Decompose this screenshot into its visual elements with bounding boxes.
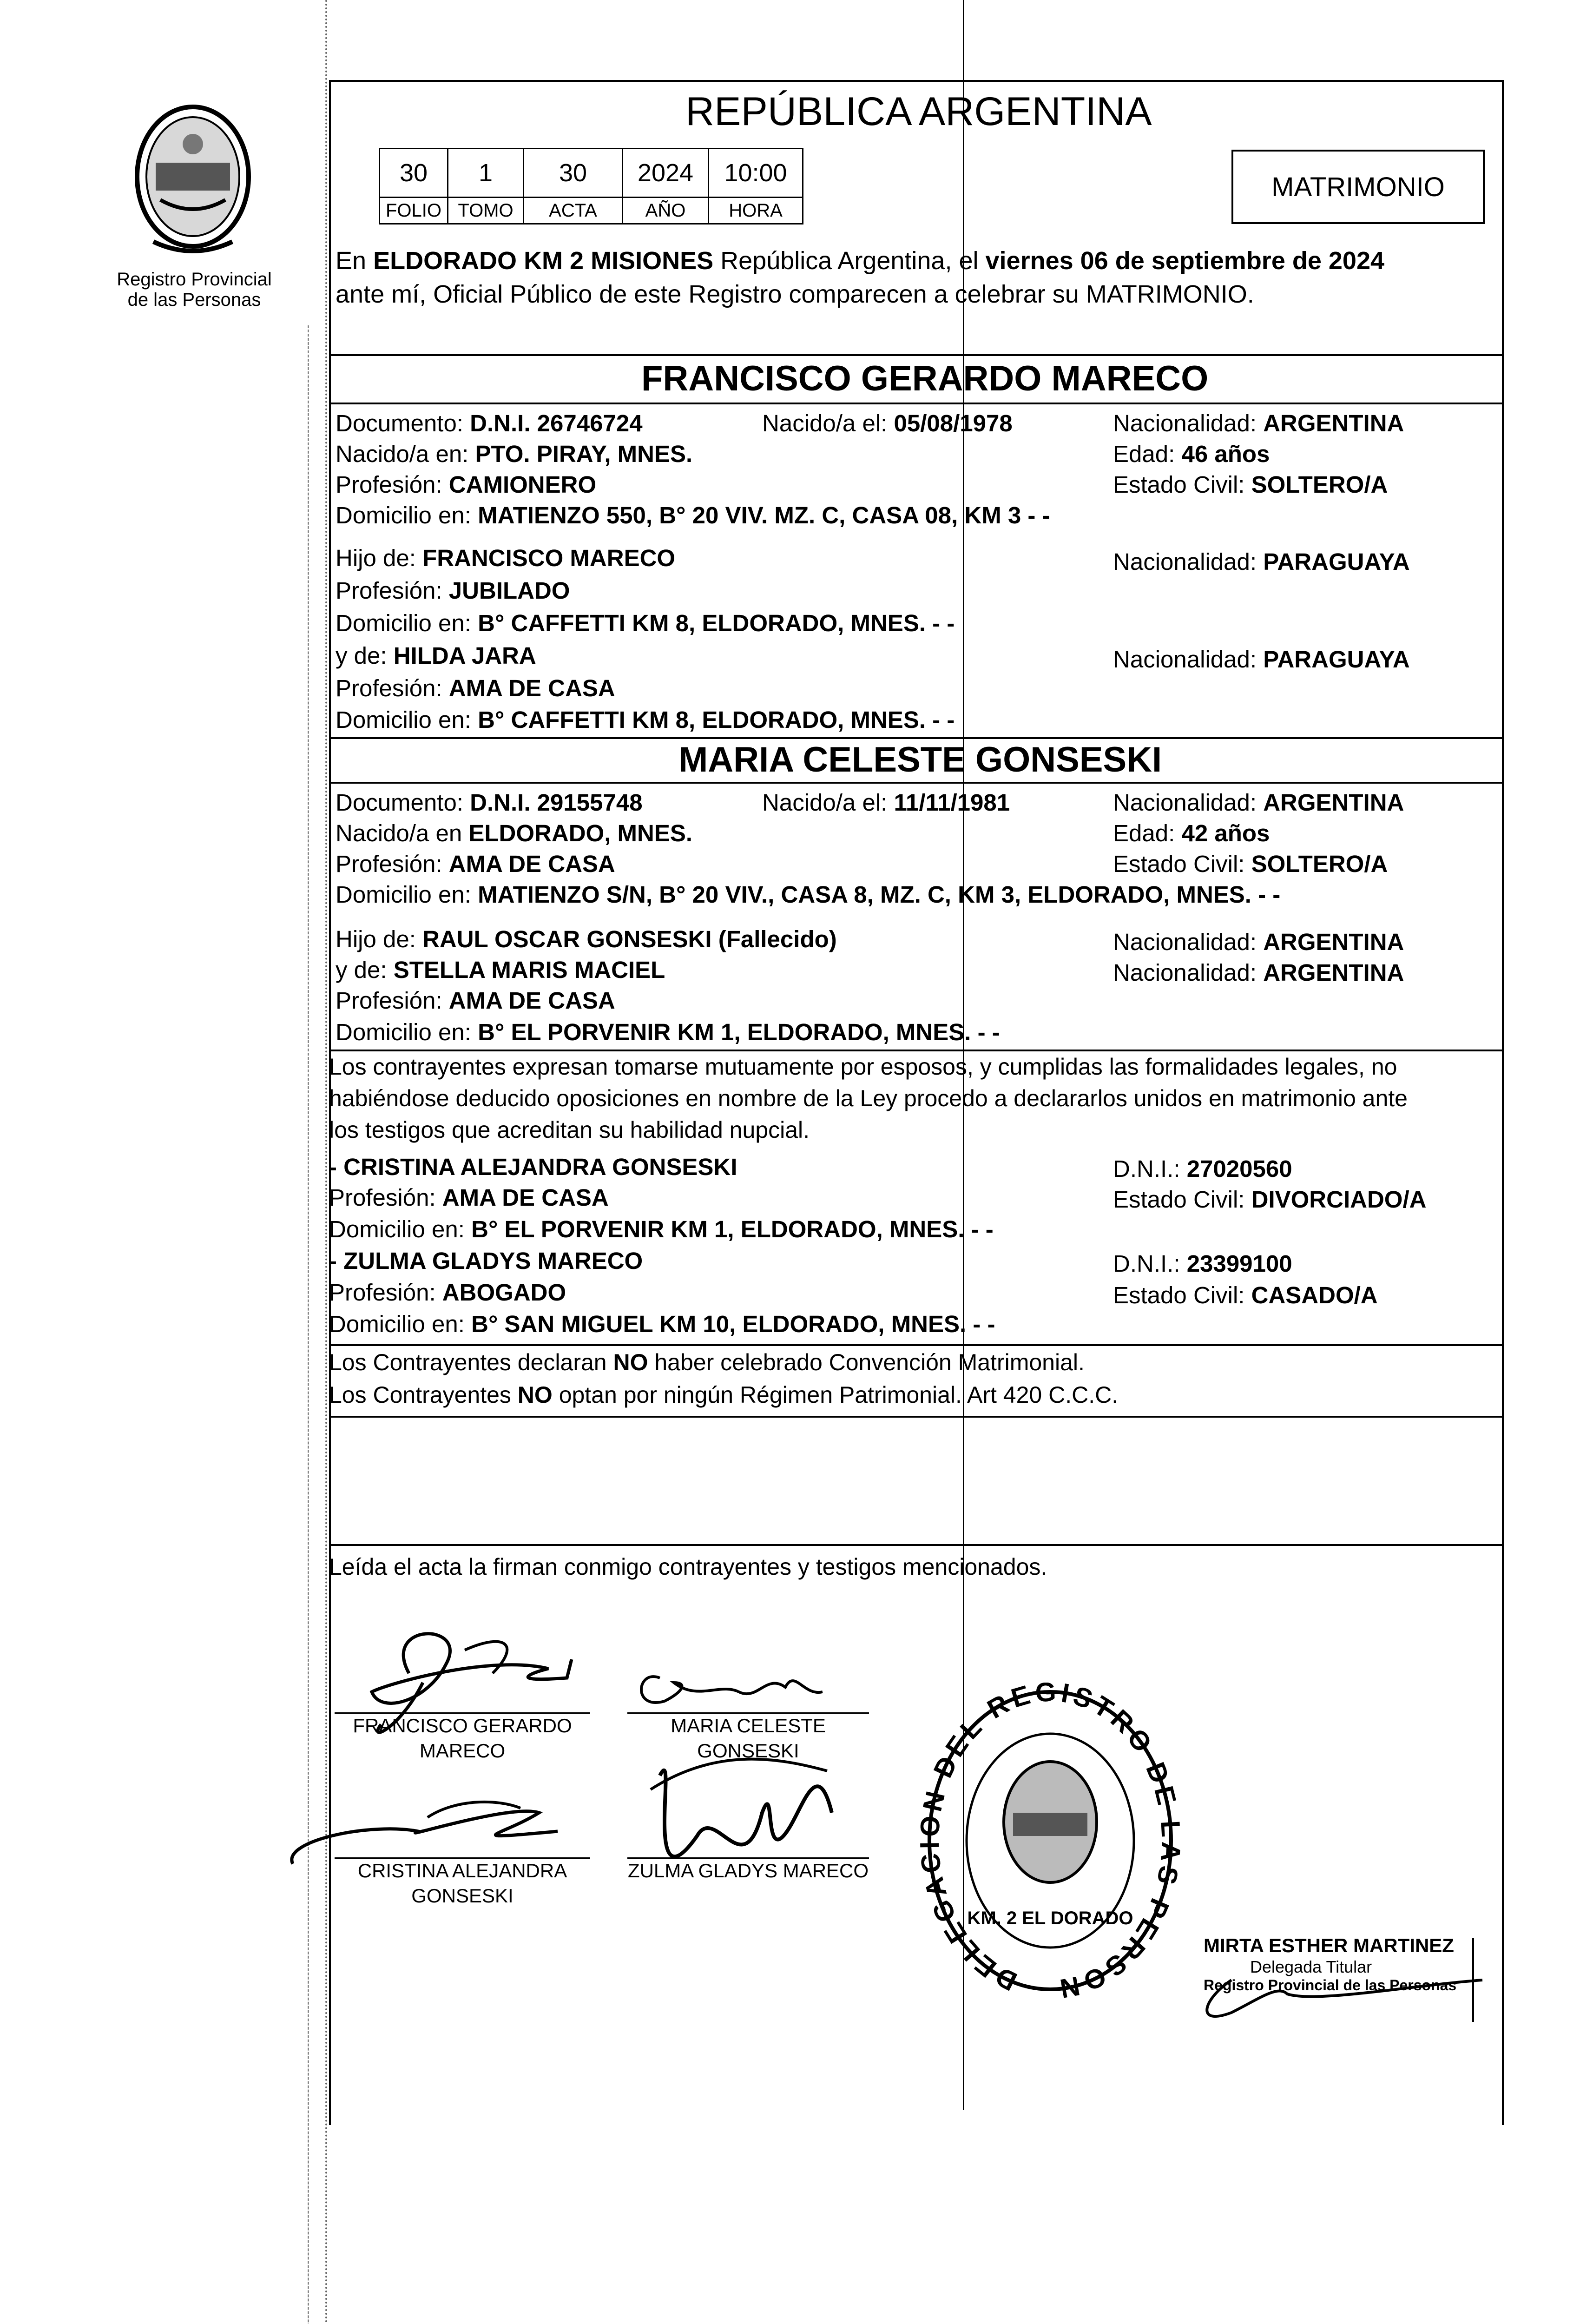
bride-mother: y de: STELLA MARIS MACIEL [336,957,665,983]
ceremony-date: viernes 06 de septiembre de 2024 [985,247,1385,275]
groom-birthdate: Nacido/a el: 05/08/1978 [762,410,1013,436]
groom-father-profession: Profesión: JUBILADO [336,577,570,604]
groom-civil-status: Estado Civil: SOLTERO/A [1113,471,1388,498]
folio-value: 30 [379,148,448,198]
convention-line-2: Los Contrayentes NO optan por ningún Régimen Patrimonial. Art 420 C.C.C. [329,1382,1119,1408]
bride-age: Edad: 42 años [1113,820,1270,846]
bride-mother-profession: Profesión: AMA DE CASA [336,987,615,1014]
convention-line-1: Los Contrayentes declaran NO haber celebrado Convención Matrimonial. [329,1349,1085,1375]
witness-2-name: - ZULMA GLADYS MARECO [329,1248,643,1274]
declaration-line-3: los testigos que acreditan su habilidad nupcial. [329,1117,810,1143]
groom-address: Domicilio en: MATIENZO 550, B° 20 VIV. MZ. C, CASA 08, KM 3 - - [336,502,1050,528]
bride-signature-name-2: GONSESKI [697,1740,799,1762]
ceremony-place: ELDORADO KM 2 MISIONES [373,247,714,275]
divider [329,403,1504,404]
witness-2-address: Domicilio en: B° SAN MIGUEL KM 10, ELDORADO, MNES. - - [329,1311,995,1337]
groom-father-address: Domicilio en: B° CAFFETTI KM 8, ELDORADO, MNES. - - [336,610,955,636]
witness-2-profession: Profesión: ABOGADO [329,1279,566,1306]
groom-mother-profession: Profesión: AMA DE CASA [336,675,615,701]
groom-father-nationality: Nacionalidad: PARAGUAYA [1113,548,1410,575]
groom-mother: y de: HILDA JARA [336,642,536,669]
divider [329,1050,1504,1051]
folio-caption: FOLIO [379,197,448,224]
bride-mother-nationality: Nacionalidad: ARGENTINA [1113,959,1404,986]
bride-signature-icon [627,1655,832,1720]
hora-caption: HORA [708,197,803,224]
witness-2-dni: D.N.I.: 23399100 [1113,1250,1292,1277]
bride-address: Domicilio en: MATIENZO S/N, B° 20 VIV., CASA 8, MZ. C, KM 3, ELDORADO, MNES. - - [336,881,1281,908]
bride-birthdate: Nacido/a el: 11/11/1981 [762,789,1010,816]
intro-line-1: En ELDORADO KM 2 MISIONES República Argentina, el viernes 06 de septiembre de 2024 [336,247,1385,275]
officer-name: MIRTA ESTHER MARTINEZ [1204,1934,1454,1956]
bride-father: Hijo de: RAUL OSCAR GONSESKI (Fallecido) [336,926,837,952]
registry-stamp [920,1683,1180,2008]
divider [329,1544,1504,1546]
anio-caption: AÑO [622,197,709,224]
groom-mother-address: Domicilio en: B° CAFFETTI KM 8, ELDORADO, MNES. - - [336,706,955,733]
officer-org: Registro Provincial de las Personas [1204,1977,1457,1994]
groom-birthplace: Nacido/a en: PTO. PIRAY, MNES. [336,441,693,467]
page-title: REPÚBLICA ARGENTINA [685,89,1152,134]
witness-2-signature-icon [623,1720,846,1934]
anio-value: 2024 [622,148,709,198]
bride-profession: Profesión: AMA DE CASA [336,851,615,877]
margin-dotted-line-2 [308,325,309,2324]
tomo-value: 1 [447,148,524,198]
act-type-badge: MATRIMONIO [1231,150,1485,224]
divider [329,1416,1504,1418]
divider [329,354,1504,356]
bride-nationality: Nacionalidad: ARGENTINA [1113,789,1404,816]
witness-2-civil-status: Estado Civil: CASADO/A [1113,1282,1378,1308]
bride-document: Documento: D.N.I. 29155748 [336,789,643,816]
bride-civil-status: Estado Civil: SOLTERO/A [1113,851,1388,877]
logo-line1: Registro Provincial [117,269,272,290]
acta-value: 30 [523,148,623,198]
witness-1-profession: Profesión: AMA DE CASA [329,1184,609,1211]
bride-signature-name-1: MARIA CELESTE [671,1715,826,1736]
acta-caption: ACTA [523,197,623,224]
bride-birthplace: Nacido/a en ELDORADO, MNES. [336,820,693,846]
logo-line2: de las Personas [127,290,261,310]
closing-statement: Leída el acta la firman conmigo contrayentes y testigos mencionados. [329,1554,1047,1580]
stamp-icon [920,1683,1180,2008]
bride-mother-address: Domicilio en: B° EL PORVENIR KM 1, ELDORADO, MNES. - - [336,1019,1000,1045]
groom-nationality: Nacionalidad: ARGENTINA [1113,410,1404,436]
groom-name: FRANCISCO GERARDO MARECO [641,359,1209,398]
groom-document: Documento: D.N.I. 26746724 [336,410,643,436]
witness-1-address: Domicilio en: B° EL PORVENIR KM 1, ELDORADO, MNES. - - [329,1216,994,1242]
stamp-ring-text: DELEGA N DEL REGISTRO DE PERSON [920,1683,1180,2005]
officer-role: Delegada Titular [1250,1957,1372,1976]
groom-age: Edad: 46 años [1113,441,1270,467]
groom-father: Hijo de: FRANCISCO MARECO [336,545,676,571]
tomo-caption: TOMO [447,197,524,224]
province-seal-logo [116,93,270,265]
groom-profession: Profesión: CAMIONERO [336,471,597,498]
divider [329,1344,1504,1346]
hora-value: 10:00 [708,148,803,198]
groom-signature-name-2: MARECO [419,1740,506,1762]
witness-2-signature-name-1: ZULMA GLADYS MARECO [627,1860,869,1882]
witness-1-name: - CRISTINA ALEJANDRA GONSESKI [329,1154,737,1180]
bride-name: MARIA CELESTE GONSESKI [678,740,1162,779]
groom-mother-nationality: Nacionalidad: PARAGUAYA [1113,646,1410,673]
groom-signature-name-1: FRANCISCO GERARDO [353,1715,572,1736]
seal-icon [116,93,270,265]
stamp-bottom-text: KM. 2 EL DORADO [967,1908,1133,1928]
divider [329,782,1504,784]
witness-1-signature-name-1: CRISTINA ALEJANDRA [357,1860,567,1882]
witness-1-dni: D.N.I.: 27020560 [1113,1155,1292,1182]
witness-1-civil-status: Estado Civil: DIVORCIADO/A [1113,1186,1427,1213]
margin-dotted-line [325,0,327,2324]
declaration-line-1: Los contrayentes expresan tomarse mutuamente por esposos, y cumplidas las formalidades legales, no [329,1054,1397,1080]
declaration-line-2: habiéndose deducido oposiciones en nombre de la Ley procedo a declararlos unidos en matrimonio ante [329,1085,1408,1111]
bride-father-nationality: Nacionalidad: ARGENTINA [1113,929,1404,955]
intro-line-2: ante mí, Oficial Público de este Registro comparecen a celebrar su MATRIMONIO. [336,280,1254,308]
witness-1-signature-name-2: GONSESKI [411,1885,514,1907]
